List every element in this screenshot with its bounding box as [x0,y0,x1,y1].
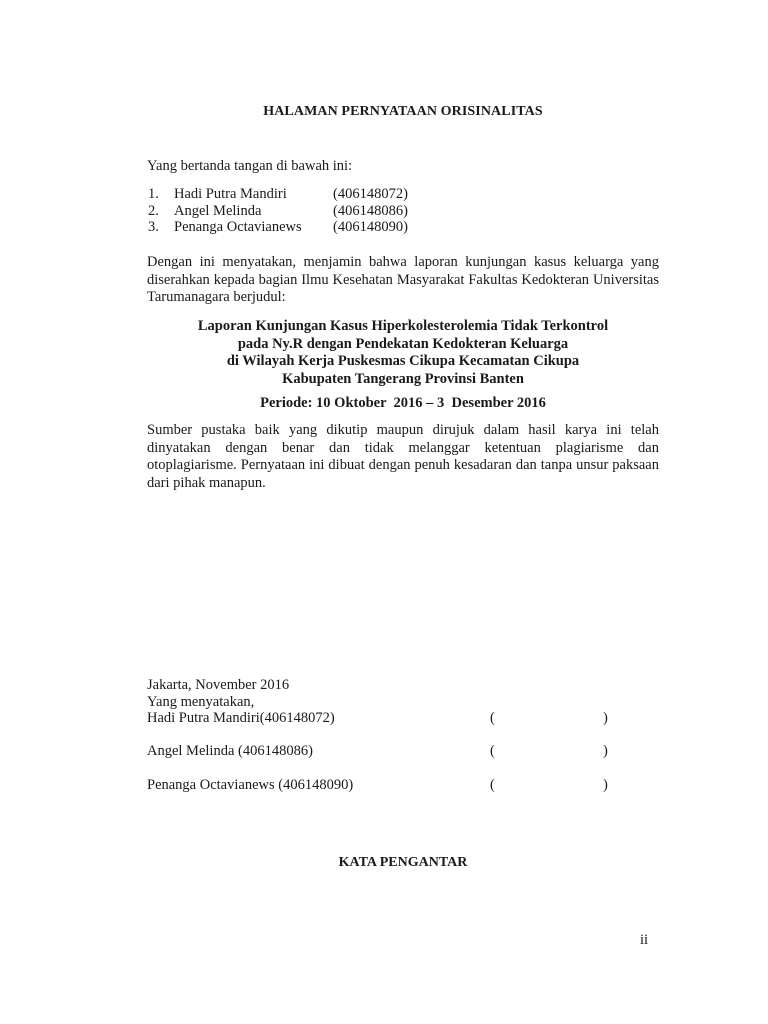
signatory-name: Angel Melinda (406148086) [147,743,313,759]
signature-open-paren: ( [490,743,495,759]
signature-open-paren: ( [490,777,495,793]
signature-row [147,710,617,728]
signature-close-paren: ) [603,743,608,759]
signatory-name: Penanga Octavianews (406148090) [147,777,354,793]
report-title-line: pada Ny.R dengan Pendekatan Kedokteran Keluarga [237,335,569,352]
list-item [148,219,468,236]
stated-by: Yang menyatakan, [147,693,255,710]
member-name: Angel Melinda [174,202,262,219]
list-item [148,203,468,220]
signature-close-paren: ) [603,777,608,793]
list-number: 3. [148,219,159,235]
signatory-name: Hadi Putra Mandiri(406148072) [147,710,335,726]
member-id: (406148072) [333,186,408,202]
place-date: Jakarta, November 2016 [147,677,290,693]
report-title-line: Kabupaten Tangerang Provinsi Banten [282,370,524,387]
report-title-line: di Wilayah Kerja Puskesmas Cikupa Kecamatan Cikupa [226,353,580,369]
signature-header [147,677,289,710]
member-id: (406148086) [333,202,408,219]
intro-text: Yang bertanda tangan di bawah ini: [147,158,353,174]
periode-text: Periode: 10 Oktober 2016 – 3 Desember 2016 [260,395,546,411]
member-name: Hadi Putra Mandiri [174,186,287,202]
declaration-paragraph: Sumber pustaka baik yang dikutip maupun dirujuk dalam hasil karya ini telah dinyatakan dengan benar dan tidak melanggar ketentuan plagiarisme dan otoplagiarisme. Pernyataan ini dibuat dengan penuh kesadaran dan tanpa unsur paksaan dari pihak manapun. [147,422,659,491]
signature-close-paren: ) [603,710,608,726]
signature-row [147,743,617,761]
member-name: Penanga Octavianews [174,219,302,235]
signature-open-paren: ( [490,710,495,726]
member-id: (406148090) [333,219,408,235]
page-title: HALAMAN PERNYATAAN ORISINALITAS [263,104,543,119]
list-number: 1. [148,186,159,202]
list-number: 2. [148,202,159,219]
report-title-line: Laporan Kunjungan Kasus Hiperkolesterolemia Tidak Terkontrol [197,318,609,334]
next-section-heading: KATA PENGANTAR [338,855,468,870]
signature-row [147,777,617,795]
statement-paragraph: Dengan ini menyatakan, menjamin bahwa laporan kunjungan kasus keluarga yang diserahkan kepada bagian Ilmu Kesehatan Masyarakat Fakultas Kedokteran Universitas Tarumanagara berjudul: [147,254,659,305]
list-item [148,186,468,203]
report-title [147,318,659,388]
page-number: ii [640,932,649,948]
member-list [148,186,468,236]
